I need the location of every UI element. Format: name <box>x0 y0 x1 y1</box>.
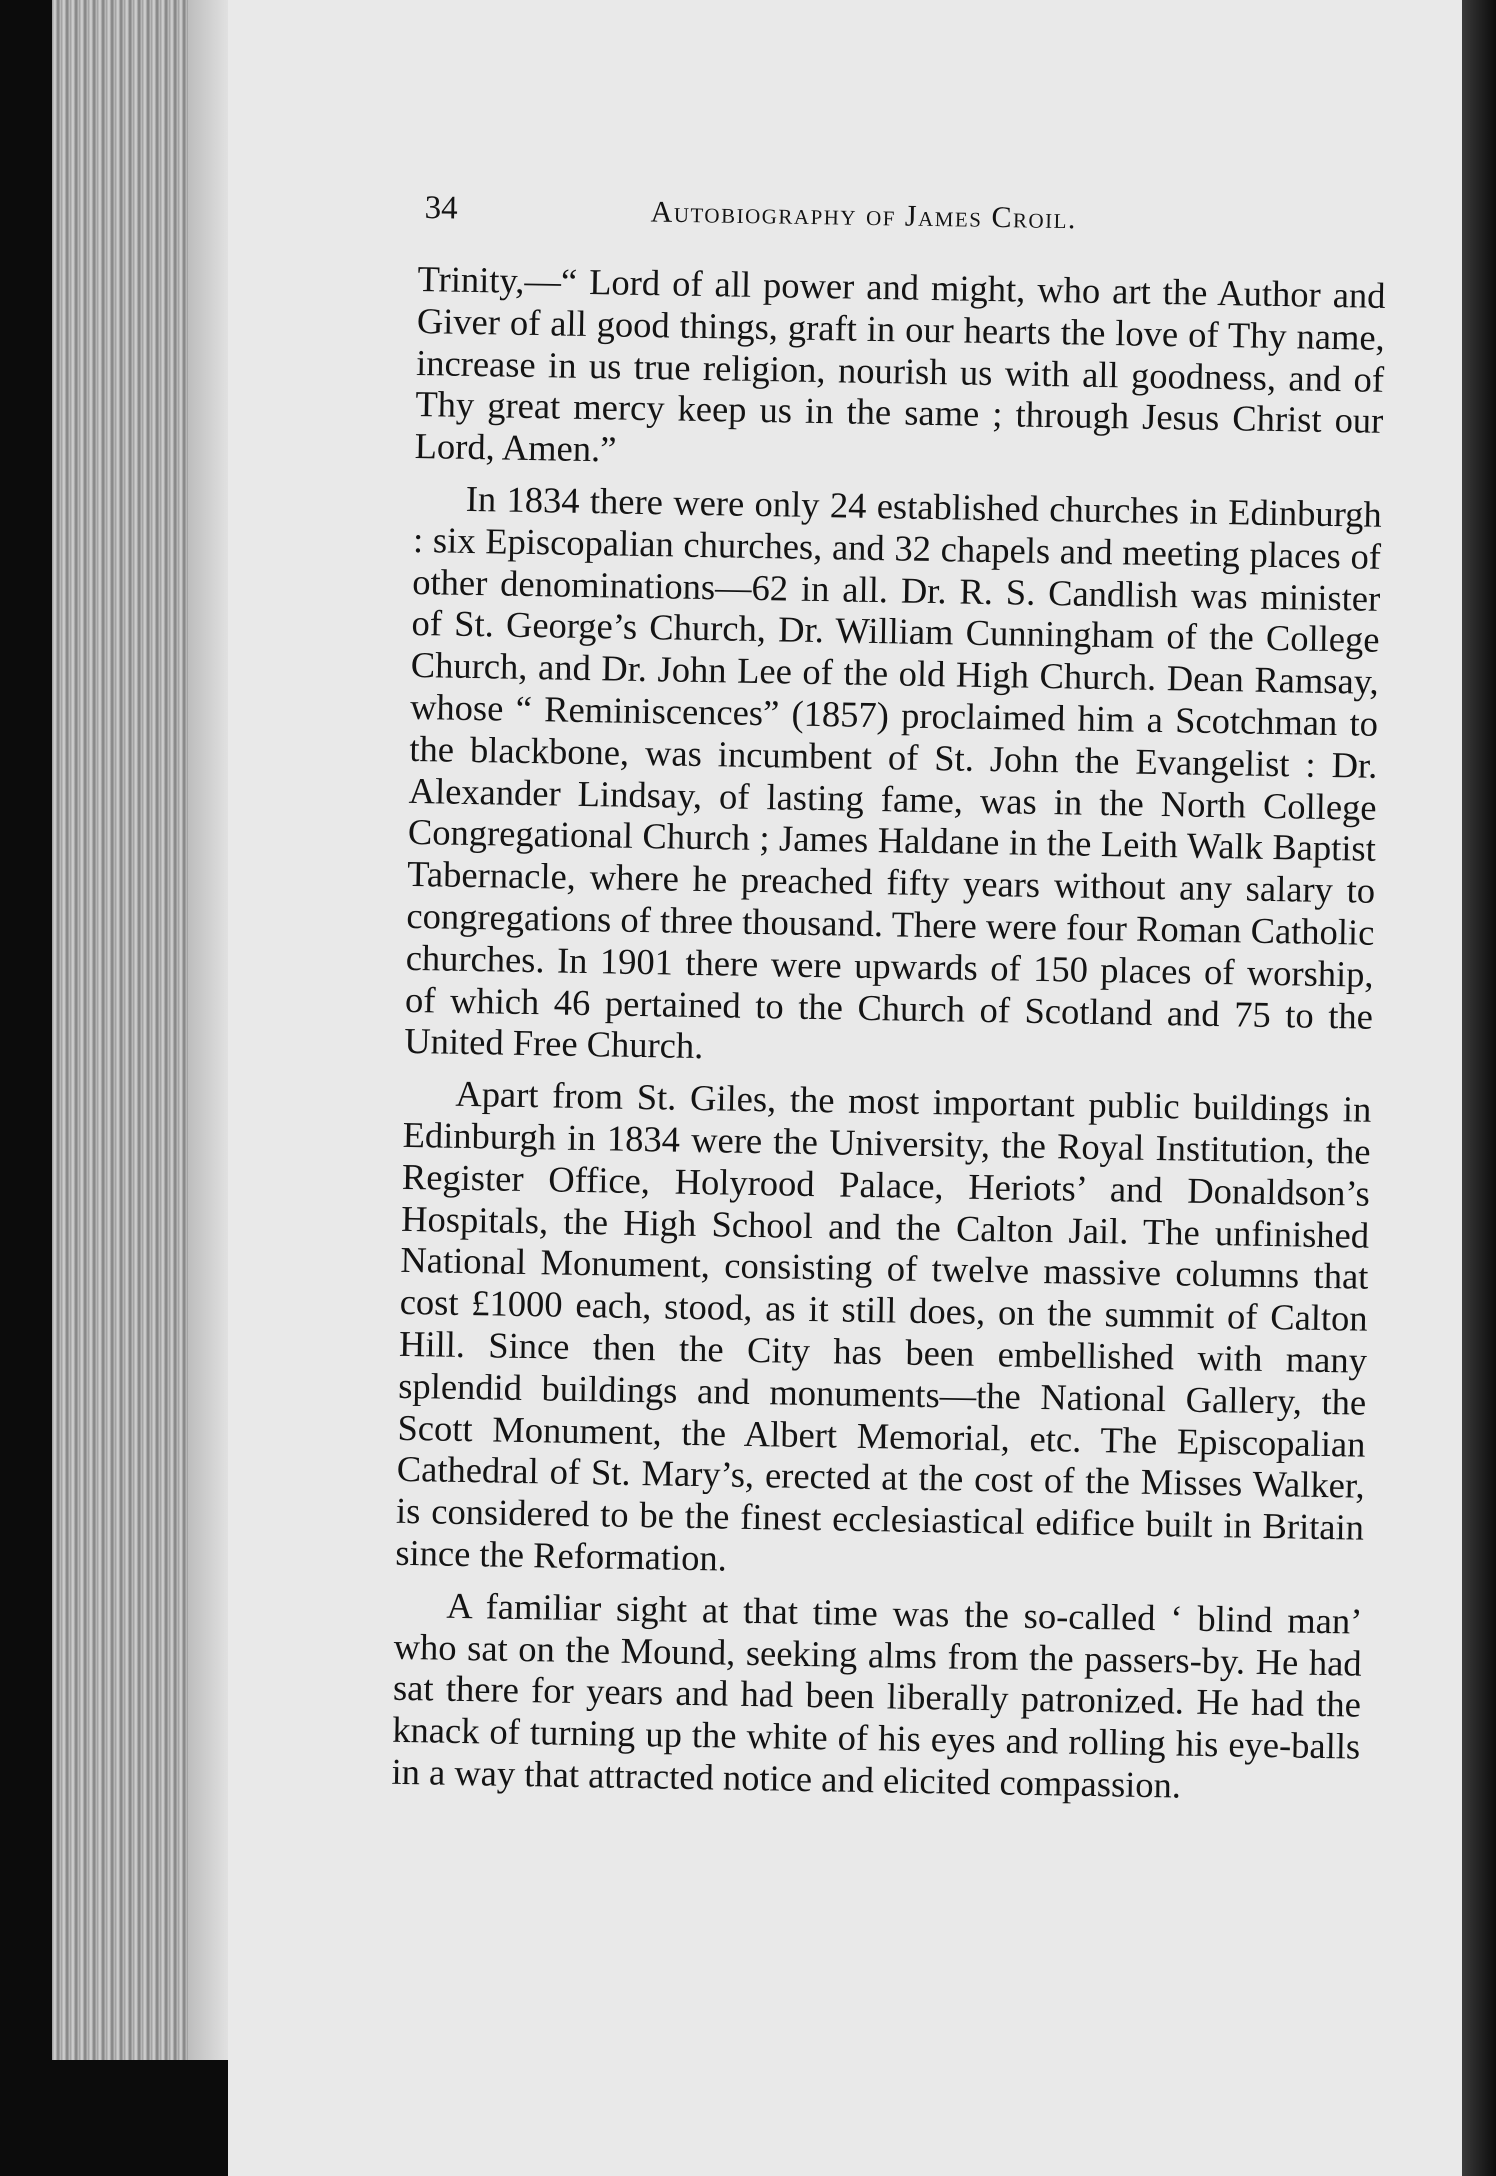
paragraph-public-buildings: Apart from St. Giles, the most important public buildings in Edinburgh in 1834 were the University, the Royal Institution, the Register Office, Holyrood Palace, Heriots’ and Donaldson’s Hospitals, the High School and the Calton Jail. The unfinished National Monument, consisting of twelve massive columns that cost £1000 each, stood, as it still does, on the summit of Calton Hill. Since then the City has been embellished with many splendid buildings and monuments—the National Gallery, the Scott Monument, the Albert Memorial, etc. The Episcopalian Cathedral of St. Mary’s, erected at the cost of the Misses Walker, is considered to be the finest ecclesiastical edifice built in Britain since the Reformation. <box>395 1072 1372 1579</box>
paragraph-prayer-continuation: Trinity,—“ Lord of all power and might, who art the Author and Giver of all good things, graft in our hearts the love of Thy name, increase in us true religion, nourish us with all goodness, and of Thy great mercy keep us in the same ; through Jesus Christ our Lord, Amen.” <box>414 258 1386 470</box>
running-title: Autobiography of James Croil. <box>650 195 1078 236</box>
body-text <box>391 258 1386 1819</box>
page-edge-shadow <box>1462 0 1496 2176</box>
paragraph-blind-man: A familiar sight at that time was the so-called ‘ blind man’ who sat on the Mound, seeking alms from the passers-by. He had sat there for years and had been liberally patronized. He had the knack of turning up the white of his eyes and rolling his eye-balls in a way that attracted notice and elicited compassion. <box>391 1584 1363 1806</box>
paragraph-churches: In 1834 there were only 24 established churches in Edinburgh : six Episcopalian churches, and 32 chapels and meeting places of other denominations—62 in all. Dr. R. S. Candlish was minister of St. George’s Church, Dr. William Cunningham of the College Church, and Dr. John Lee of the old High Church. Dean Ramsay, whose “ Reminiscences” (1857) proclaimed him a Scotchman to the blackbone, was incumbent of St. John the Evangelist : Dr. Alexander Lindsay, of lasting fame, was in the North College Congregational Church ; James Haldane in the Leith Walk Baptist Tabernacle, where he preached fifty years without any salary to congregations of three thousand. There were four Roman Catholic churches. In 1901 there were upwards of 150 places of worship, of which 46 pertained to the Church of Scotland and 75 to the United Free Church. <box>403 477 1383 1067</box>
page-number: 34 <box>424 190 458 227</box>
